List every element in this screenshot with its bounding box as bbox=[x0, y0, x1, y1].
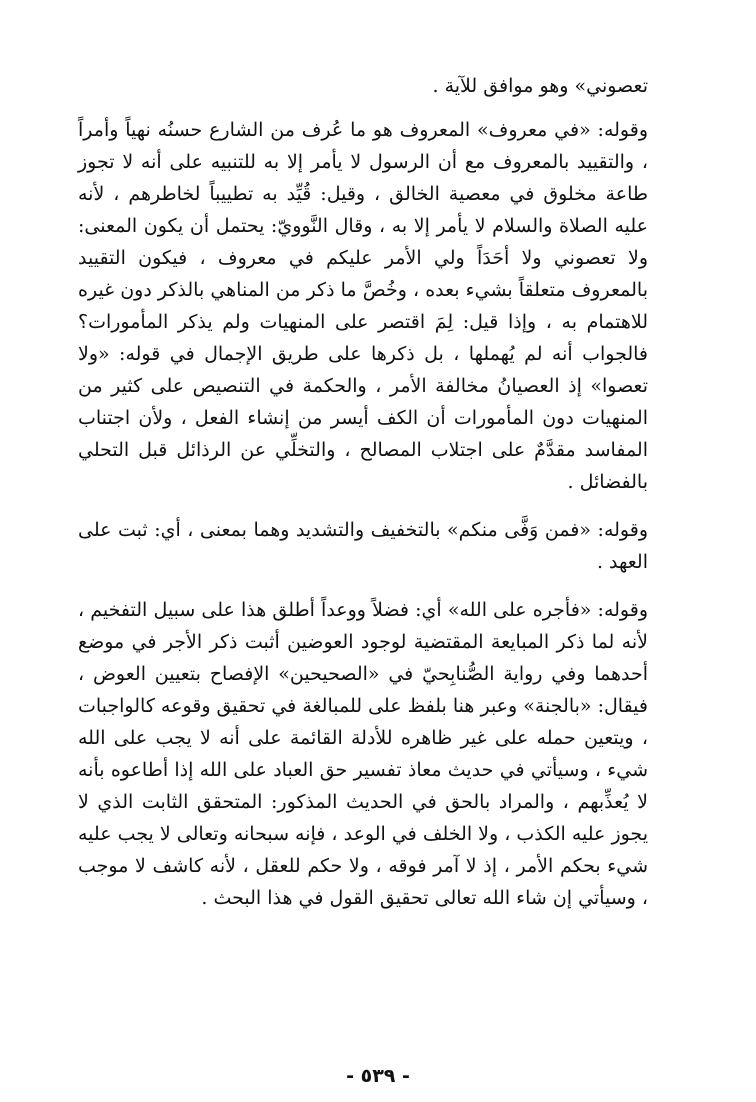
paragraph-maruf: وقوله: «في معروف» المعروف هو ما عُرف من الشارع حسنُه نهياً وأمراً ، والتقييد بالمعروف مع أن الرسول لا يأمر إلا به للتنبيه على أنه لا تجوز طاعة مخلوق في معصية الخالق ، وقيل: قُيِّد به تطييباً لخاطرهم ، لأنه عليه الصلاة والسلام لا يأمر إلا به ، وقال النَّوويّ: يحتمل أن يكون المعنى: ولا تعصوني ولا أحَدَاً ولي الأمر عليكم في معروف ، فيكون التقييد بالمعروف متعلقاً بشيء بعده ، وخُصَّ ما ذكر من المناهي بالذكر دون غيره للاهتمام به ، وإذا قيل: لِمَ اقتصر على المنهيات ولم يذكر المأمورات؟ فالجواب أنه لم يُهملها ، بل ذكرها على طريق الإجمال في قوله: «ولا تعصوا» إذ العصيانُ مخالفة الأمر ، والحكمة في التنصيص على كثير من المنهيات دون المأمورات أن الكف أيسر من إنشاء الفعل ، ولأن اجتناب المفاسد مقدَّمٌ على اجتلاب المصالح ، والتخلِّي عن الرذائل قبل التحلي بالفضائل . bbox=[78, 119, 648, 493]
page-number: - ٥٣٩ - bbox=[346, 1065, 410, 1087]
paragraph-ajr: وقوله: «فأجره على الله» أي: فضلاً ووعداً أطلق هذا على سبيل التفخيم ، لأنه لما ذكر المبايعة المقتضية لوجود العوضين أثبت ذكر الأجر في موضع أحدهما وفي رواية الصُّنابِحيّ في «الصحيحين» الإفصاح بتعيين العوض ، فيقال: «بالجنة» وعبر هنا بلفظ على للمبالغة في تحقيق وقوعه كالواجبات ، ويتعين حمله على غير ظاهره للأدلة القائمة على أنه لا يجب على الله شيء ، وسيأتي في حديث معاذ تفسير حق العباد على الله إذا أطاعوه بأنه لا يُعذِّبهم ، والمراد بالحق في الحديث المذكور: المتحقق الثابت الذي لا يجوز عليه الكذب ، ولا الخلف في الوعد ، فإنه سبحانه وتعالى لا يجب عليه شيء بحكم الأمر ، إذ لا آمر فوقه ، ولا حكم للعقل ، لأنه كاشف لا موجب ، وسيأتي إن شاء الله تعالى تحقيق القول في هذا البحث . bbox=[78, 599, 648, 909]
paragraph-wafa: وقوله: «فمن وَفَّى منكم» بالتخفيف والتشديد وهما بمعنى ، أي: ثبت على العهد . bbox=[78, 519, 648, 573]
page-body bbox=[78, 70, 648, 914]
paragraph-continuation: تعصوني» وهو موافق للآية . bbox=[432, 75, 648, 97]
